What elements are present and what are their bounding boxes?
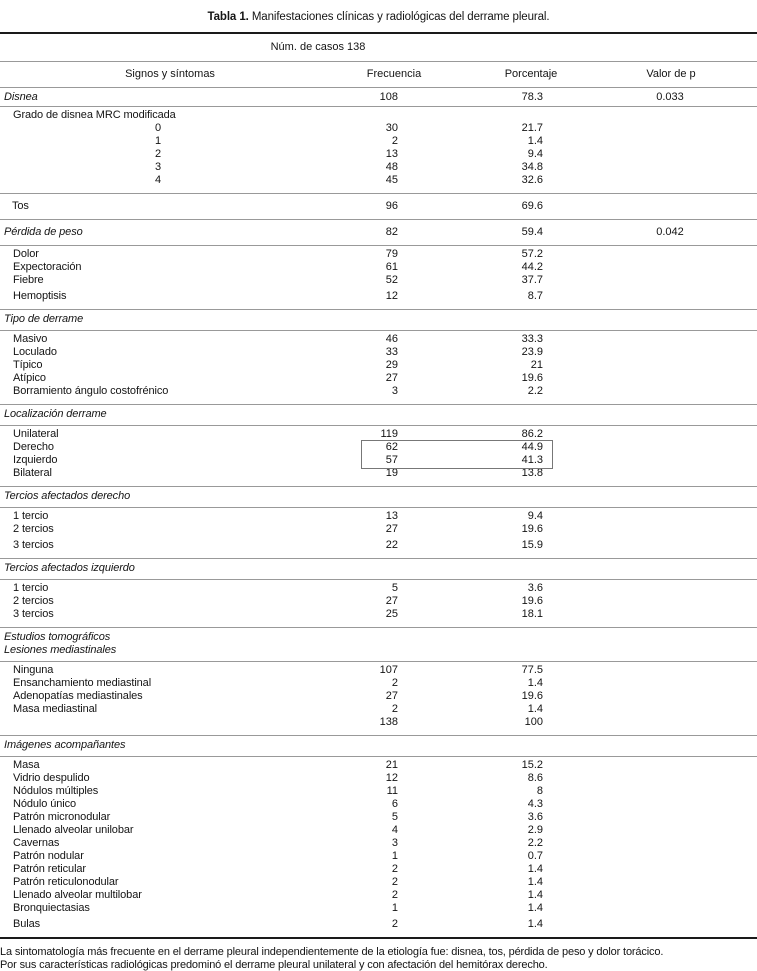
row-label: Ninguna [0, 664, 53, 677]
percentage-cell: 1.4 [445, 703, 543, 716]
table-footnote [0, 939, 757, 971]
table-row [0, 148, 757, 161]
table-row [0, 690, 757, 703]
table-row [0, 408, 757, 421]
percentage-cell: 44.2 [445, 261, 543, 274]
table-row [0, 359, 757, 372]
frequency-cell: 13 [300, 148, 398, 161]
percentage-cell: 100 [445, 716, 543, 729]
row-label: Tipo de derrame [0, 313, 83, 326]
percentage-cell: 8 [445, 785, 543, 798]
frequency-cell: 2 [300, 889, 398, 902]
column-header-valor-p: Valor de p [607, 62, 735, 87]
percentage-cell: 19.6 [445, 690, 543, 703]
frequency-cell: 108 [300, 88, 398, 106]
column-header-porcentaje: Porcentaje [467, 62, 595, 87]
frequency-cell: 11 [300, 785, 398, 798]
table-section-imagenes [0, 757, 757, 937]
frequency-cell: 27 [300, 523, 398, 536]
percentage-cell: 1.4 [445, 918, 543, 931]
percentage-cell: 23.9 [445, 346, 543, 359]
table-row [0, 631, 757, 644]
percentage-cell: 77.5 [445, 664, 543, 677]
percentage-cell: 78.3 [445, 88, 543, 106]
percentage-cell: 19.6 [445, 523, 543, 536]
percentage-cell: 37.7 [445, 274, 543, 287]
table-section-perdida-peso [0, 220, 757, 246]
row-label: 1 [0, 135, 316, 148]
table-row [0, 811, 757, 824]
row-label: Patrón micronodular [0, 811, 110, 824]
frequency-cell: 29 [300, 359, 398, 372]
percentage-cell: 19.6 [445, 372, 543, 385]
percentage-cell: 1.4 [445, 876, 543, 889]
row-label: 3 [0, 161, 316, 174]
percentage-cell: 1.4 [445, 135, 543, 148]
percentage-cell: 57.2 [445, 248, 543, 261]
table-row [0, 703, 757, 716]
row-label: Llenado alveolar unilobar [0, 824, 133, 837]
row-label: 4 [0, 174, 316, 187]
frequency-cell: 2 [300, 863, 398, 876]
table-number: Tabla 1. [208, 11, 249, 23]
table-row [0, 739, 757, 752]
row-label: Patrón nodular [0, 850, 84, 863]
table-row [0, 798, 757, 811]
table-section-tercios-derecho-label [0, 487, 757, 508]
row-label: 3 tercios [0, 539, 54, 552]
frequency-cell: 3 [300, 385, 398, 398]
row-label: Cavernas [0, 837, 59, 850]
row-label: Nódulos múltiples [0, 785, 98, 798]
percentage-cell: 8.6 [445, 772, 543, 785]
row-label: Hemoptisis [0, 290, 66, 303]
table-title [0, 0, 757, 26]
frequency-cell: 1 [300, 902, 398, 915]
frequency-cell: 96 [300, 194, 398, 219]
highlight-box [361, 440, 553, 469]
table-row [0, 261, 757, 274]
percentage-cell: 2.2 [445, 837, 543, 850]
table-row [0, 889, 757, 902]
percentage-cell: 41.3 [445, 454, 543, 467]
table-section-localizacion [0, 426, 757, 487]
frequency-cell: 62 [300, 441, 398, 454]
row-label: Expectoración [0, 261, 81, 274]
percentage-cell: 13.8 [445, 467, 543, 480]
table-body [0, 88, 757, 937]
table-row [0, 582, 757, 595]
table-row [0, 313, 757, 326]
table-row [0, 88, 757, 106]
percentage-cell: 21 [445, 359, 543, 372]
row-label: Masa mediastinal [0, 703, 97, 716]
footnote-line-2: Por sus características radiológicas predominó el derrame pleural unilateral y con afectación del hemitórax derecho. [0, 959, 757, 971]
table-row [0, 385, 757, 398]
percentage-cell: 19.6 [445, 595, 543, 608]
frequency-cell: 1 [300, 850, 398, 863]
row-label: Estudios tomográficos [0, 631, 110, 644]
table-row [0, 876, 757, 889]
percentage-cell: 9.4 [445, 510, 543, 523]
table-section-mediastinales [0, 662, 757, 736]
frequency-cell: 12 [300, 290, 398, 303]
table-section-tercios-derecho [0, 508, 757, 559]
percentage-cell: 0.7 [445, 850, 543, 863]
percentage-cell: 1.4 [445, 902, 543, 915]
table-row [0, 510, 757, 523]
clinical-radiological-table [0, 32, 757, 939]
num-casos-label: Núm. de casos 138 [0, 34, 636, 61]
row-label: Unilateral [0, 428, 58, 441]
row-label: Pérdida de peso [0, 220, 83, 245]
table-section-disnea [0, 88, 757, 107]
frequency-cell: 6 [300, 798, 398, 811]
percentage-cell: 69.6 [445, 194, 543, 219]
frequency-cell: 19 [300, 467, 398, 480]
frequency-cell: 2 [300, 703, 398, 716]
table-section-tos [0, 194, 757, 220]
percentage-cell: 33.3 [445, 333, 543, 346]
table-row [0, 785, 757, 798]
frequency-cell: 46 [300, 333, 398, 346]
row-label: Fiebre [0, 274, 44, 287]
percentage-cell: 34.8 [445, 161, 543, 174]
table-row [0, 863, 757, 876]
percentage-cell: 8.7 [445, 290, 543, 303]
table-row [0, 220, 757, 245]
percentage-cell: 4.3 [445, 798, 543, 811]
table-row [0, 716, 757, 729]
table-section-sintomas [0, 246, 757, 310]
table-row [0, 135, 757, 148]
table-row [0, 772, 757, 785]
frequency-cell: 2 [300, 876, 398, 889]
row-label: Borramiento ángulo costofrénico [0, 385, 168, 398]
percentage-cell: 18.1 [445, 608, 543, 621]
table-row [0, 562, 757, 575]
frequency-cell: 33 [300, 346, 398, 359]
table-row [0, 490, 757, 503]
frequency-cell: 2 [300, 918, 398, 931]
percentage-cell: 15.2 [445, 759, 543, 772]
column-header-signos-sintomas: Signos y síntomas [0, 62, 340, 87]
frequency-cell: 27 [300, 690, 398, 703]
table-row [0, 274, 757, 287]
row-label: Patrón reticular [0, 863, 86, 876]
row-label: Nódulo único [0, 798, 76, 811]
table-row [0, 595, 757, 608]
table-row [0, 918, 757, 931]
percentage-cell: 15.9 [445, 539, 543, 552]
row-label: Lesiones mediastinales [0, 644, 116, 657]
frequency-cell: 4 [300, 824, 398, 837]
p-value-cell: 0.033 [616, 88, 724, 106]
table-row [0, 837, 757, 850]
row-label: Tos [0, 194, 29, 219]
frequency-cell: 5 [300, 811, 398, 824]
row-label: Ensanchamiento mediastinal [0, 677, 151, 690]
frequency-cell: 12 [300, 772, 398, 785]
table-title-text: Manifestaciones clínicas y radiológicas del derrame pleural. [249, 11, 550, 23]
frequency-cell: 82 [300, 220, 398, 245]
table-row [0, 109, 757, 122]
row-label: 1 tercio [0, 582, 48, 595]
frequency-cell: 138 [300, 716, 398, 729]
column-header-frecuencia: Frecuencia [330, 62, 458, 87]
table-row [0, 523, 757, 536]
table-row [0, 824, 757, 837]
percentage-cell: 3.6 [445, 811, 543, 824]
table-section-tipo-derrame [0, 331, 757, 405]
table-row [0, 194, 757, 219]
table-row [0, 902, 757, 915]
row-label: 1 tercio [0, 510, 48, 523]
percentage-cell: 32.6 [445, 174, 543, 187]
table-row [0, 539, 757, 552]
row-label: Llenado alveolar multilobar [0, 889, 142, 902]
percentage-cell: 3.6 [445, 582, 543, 595]
row-label: Bilateral [0, 467, 52, 480]
table-row [0, 346, 757, 359]
percentage-cell: 1.4 [445, 863, 543, 876]
frequency-cell: 107 [300, 664, 398, 677]
percentage-cell: 1.4 [445, 677, 543, 690]
row-label: Disnea [0, 88, 38, 106]
row-label: Vidrio despulido [0, 772, 89, 785]
footnote-line-1: La sintomatología más frecuente en el derrame pleural independientemente de la etiología fue: disnea, tos, pérdida de peso y dolor torácico. [0, 946, 757, 959]
row-label: Imágenes acompañantes [0, 739, 125, 752]
table-row [0, 850, 757, 863]
row-label: Izquierdo [0, 454, 57, 467]
frequency-cell: 2 [300, 135, 398, 148]
row-label: Loculado [0, 346, 57, 359]
frequency-cell: 22 [300, 539, 398, 552]
frequency-cell: 30 [300, 122, 398, 135]
row-label: Adenopatías mediastinales [0, 690, 143, 703]
frequency-cell: 45 [300, 174, 398, 187]
table-section-tercios-izquierdo-label [0, 559, 757, 580]
table-row [0, 290, 757, 303]
table-section-localizacion-label [0, 405, 757, 426]
table-section-tomograficos-label [0, 628, 757, 662]
table-section-tipo-derrame-label [0, 310, 757, 331]
row-label: Tercios afectados izquierdo [0, 562, 135, 575]
row-label: Grado de disnea MRC modificada [0, 109, 176, 122]
frequency-cell: 13 [300, 510, 398, 523]
table-row [0, 372, 757, 385]
table-row [0, 644, 757, 657]
frequency-cell: 27 [300, 595, 398, 608]
table-section-grado-disnea [0, 107, 757, 194]
frequency-cell: 5 [300, 582, 398, 595]
table-row [0, 664, 757, 677]
row-label: 3 tercios [0, 608, 54, 621]
table-section-tercios-izquierdo [0, 580, 757, 628]
frequency-cell: 119 [300, 428, 398, 441]
column-header-row [0, 62, 757, 88]
num-casos-row [0, 34, 757, 62]
row-label: Derecho [0, 441, 54, 454]
row-label: Localización derrame [0, 408, 107, 421]
p-value-cell: 0.042 [616, 220, 724, 245]
percentage-cell: 2.2 [445, 385, 543, 398]
row-label: Bulas [0, 918, 40, 931]
table-row [0, 248, 757, 261]
row-label: Típico [0, 359, 42, 372]
frequency-cell: 48 [300, 161, 398, 174]
row-label: Masivo [0, 333, 47, 346]
frequency-cell: 61 [300, 261, 398, 274]
row-label: Masa [0, 759, 40, 772]
frequency-cell: 79 [300, 248, 398, 261]
percentage-cell: 9.4 [445, 148, 543, 161]
percentage-cell: 2.9 [445, 824, 543, 837]
row-label: Dolor [0, 248, 39, 261]
row-label: 2 [0, 148, 316, 161]
table-row [0, 677, 757, 690]
table-row [0, 174, 757, 187]
row-label: 2 tercios [0, 523, 54, 536]
table-row [0, 608, 757, 621]
frequency-cell: 21 [300, 759, 398, 772]
percentage-cell: 86.2 [445, 428, 543, 441]
row-label: 2 tercios [0, 595, 54, 608]
percentage-cell: 21.7 [445, 122, 543, 135]
frequency-cell: 57 [300, 454, 398, 467]
percentage-cell: 44.9 [445, 441, 543, 454]
row-label: Bronquiectasias [0, 902, 90, 915]
percentage-cell: 1.4 [445, 889, 543, 902]
table-row [0, 161, 757, 174]
row-label: Atípico [0, 372, 46, 385]
row-label: Tercios afectados derecho [0, 490, 130, 503]
table-row [0, 759, 757, 772]
row-label: Patrón reticulonodular [0, 876, 118, 889]
row-label: 0 [0, 122, 316, 135]
frequency-cell: 52 [300, 274, 398, 287]
table-section-imagenes-label [0, 736, 757, 757]
frequency-cell: 3 [300, 837, 398, 850]
frequency-cell: 27 [300, 372, 398, 385]
frequency-cell: 25 [300, 608, 398, 621]
percentage-cell: 59.4 [445, 220, 543, 245]
table-row [0, 333, 757, 346]
table-row [0, 122, 757, 135]
frequency-cell: 2 [300, 677, 398, 690]
